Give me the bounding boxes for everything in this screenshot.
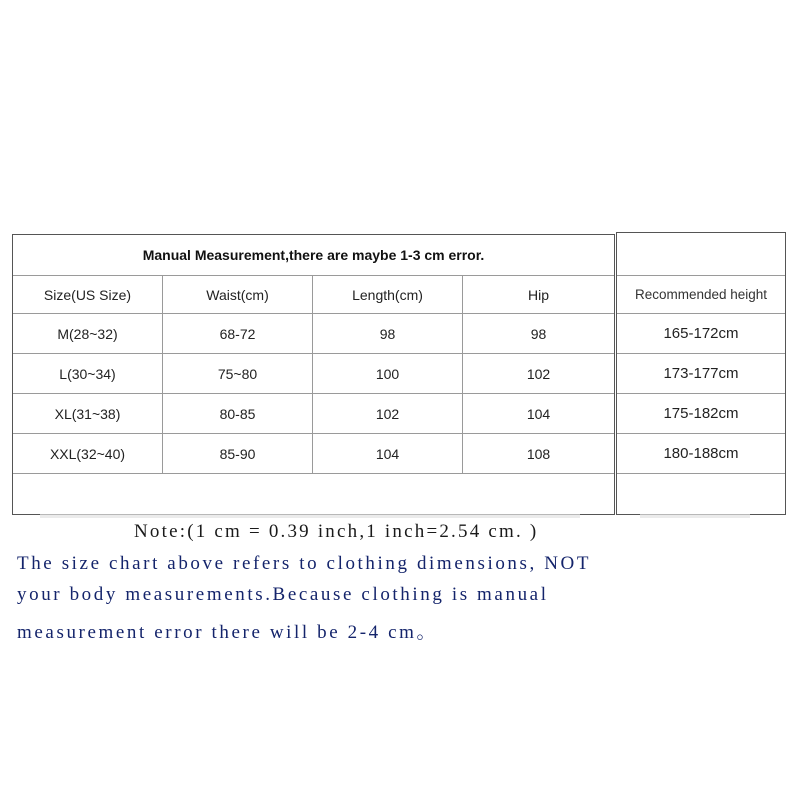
cell-waist: 68-72 (163, 314, 313, 353)
cell-height: 173-177cm (663, 365, 739, 382)
recommended-height-table (616, 232, 786, 515)
unit-conversion-note: Note:(1 cm = 0.39 inch,1 inch=2.54 cm. ) (134, 521, 539, 542)
table-row (13, 394, 614, 434)
cell-waist: 75~80 (163, 354, 313, 393)
cell-hip: 104 (526, 405, 551, 422)
cell-waist: 85-90 (163, 434, 313, 473)
cell-length: 100 (313, 354, 463, 393)
cell-height: 175-182cm (663, 405, 739, 422)
cell-hip: 98 (530, 325, 547, 342)
table-row (13, 354, 614, 394)
disclaimer-line-3: measurement error there will be 2-4 cm。 (17, 622, 439, 643)
cell-length: 104 (313, 434, 463, 473)
side-row (617, 354, 785, 394)
cell-waist: 80-85 (163, 394, 313, 433)
header-waist: Waist(cm) (163, 276, 313, 313)
side-row (617, 314, 785, 354)
table-row (13, 314, 614, 354)
cell-length: 102 (313, 394, 463, 433)
side-empty-top-row (617, 233, 785, 276)
side-header-row (617, 276, 785, 314)
cell-height: 180-188cm (663, 445, 739, 462)
cell-size: L(30~34) (13, 354, 163, 393)
side-row (617, 434, 785, 474)
side-empty-bottom-row (617, 474, 785, 514)
cell-hip: 108 (526, 445, 551, 462)
table-title-row (13, 235, 614, 276)
cell-hip: 102 (526, 365, 551, 382)
cell-size: XXL(32~40) (13, 434, 163, 473)
cell-size: M(28~32) (13, 314, 163, 353)
cell-size: XL(31~38) (13, 394, 163, 433)
header-recommended-height: Recommended height (634, 287, 768, 302)
size-chart-table (12, 234, 615, 515)
header-length: Length(cm) (313, 276, 463, 313)
cell-length: 98 (313, 314, 463, 353)
faded-text-artifact (40, 514, 580, 518)
table-header-row (13, 276, 614, 314)
faded-text-artifact (640, 514, 750, 518)
disclaimer-line-1: The size chart above refers to clothing dimensions, NOT (17, 553, 592, 574)
header-hip: Hip (527, 286, 549, 303)
table-empty-row (13, 474, 614, 513)
table-row (13, 434, 614, 474)
disclaimer-line-2: your body measurements.Because clothing is manual (17, 584, 549, 605)
table-title: Manual Measurement,there are maybe 1-3 cm error. (142, 247, 485, 263)
side-row (617, 394, 785, 434)
header-size: Size(US Size) (13, 276, 163, 313)
cell-height: 165-172cm (663, 325, 739, 342)
